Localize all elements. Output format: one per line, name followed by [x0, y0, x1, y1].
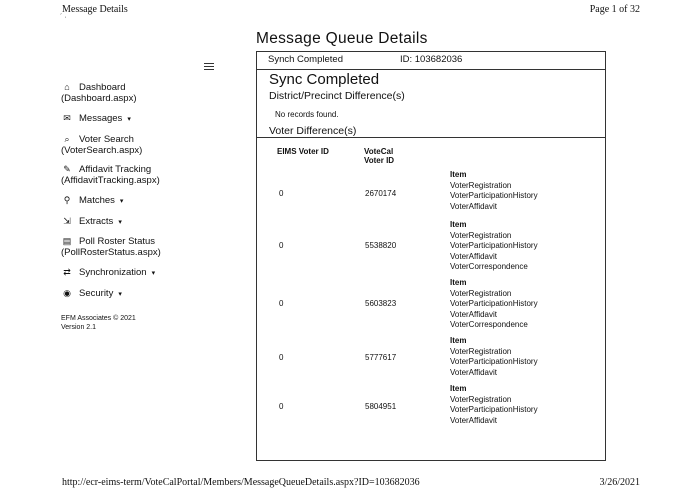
- table-row-items: [450, 278, 538, 331]
- item-entry: VoterRegistration: [450, 394, 512, 404]
- sidebar-item-matches[interactable]: [61, 195, 123, 206]
- sidebar-item-sub: (VoterSearch.aspx): [61, 145, 143, 156]
- sidebar-item-messages[interactable]: [61, 113, 131, 124]
- print-header-page: Page 1 of 32: [589, 4, 640, 15]
- pencil-icon: ✎: [63, 164, 71, 174]
- column-header-item: Item: [450, 220, 467, 229]
- column-header-item: Item: [450, 384, 467, 393]
- item-entry: VoterParticipationHistory: [450, 405, 538, 414]
- table-row-items: [450, 220, 538, 273]
- column-header-votecal-voter-id: VoteCal Voter ID: [364, 147, 395, 165]
- table-cell-eims: 0: [279, 353, 284, 362]
- panel-header: [257, 52, 605, 70]
- table-cell-votecal: 5777617: [365, 353, 397, 362]
- sidebar-item-synchronization[interactable]: [61, 267, 155, 278]
- column-header-item: Item: [450, 278, 467, 287]
- caret-down-icon: ▾: [118, 219, 122, 226]
- sidebar-item-label: Matches: [79, 195, 115, 206]
- column-header-item: Item: [450, 170, 467, 179]
- print-footer-url: http://ecr-eims-term/VoteCalPortal/Members/MessageQueueDetails.aspx?ID=103682036: [62, 477, 420, 488]
- item-entry: VoterRegistration: [450, 230, 512, 240]
- matches-icon: ⚲: [63, 195, 71, 205]
- sync-status-heading: Sync Completed: [269, 71, 380, 88]
- item-entry: VoterAffidavit: [450, 309, 497, 319]
- message-type-label: Synch Completed: [268, 54, 343, 65]
- sidebar-item-label: Messages: [79, 113, 123, 124]
- sync-icon: ⇄: [63, 267, 71, 277]
- item-entry: VoterParticipationHistory: [450, 191, 538, 200]
- item-entry: VoterAffidavit: [450, 201, 497, 211]
- sidebar-item-dashboard[interactable]: [61, 82, 137, 104]
- column-header-eims-voter-id: EIMS Voter ID: [277, 147, 329, 156]
- item-entry: VoterParticipationHistory: [450, 241, 538, 250]
- search-icon: ⌕: [64, 134, 70, 144]
- voter-differences-title: Voter Difference(s): [269, 125, 357, 137]
- item-entry: VoterRegistration: [450, 346, 512, 356]
- table-cell-eims: 0: [279, 402, 284, 411]
- sidebar-item-label: Security: [79, 288, 114, 299]
- sidebar-item-label: Voter Search: [79, 134, 134, 145]
- version-text: Version 2.1: [61, 324, 97, 331]
- table-row-items: [450, 170, 538, 212]
- sidebar-item-security[interactable]: [61, 288, 122, 299]
- extracts-icon: ⇲: [63, 216, 71, 226]
- sidebar-item-sub: (AffidavitTracking.aspx): [61, 175, 160, 186]
- sidebar-footer: [61, 314, 136, 332]
- table-cell-eims: 0: [279, 189, 284, 198]
- print-footer-date: 3/26/2021: [599, 477, 640, 488]
- sidebar-item-label: Dashboard: [79, 82, 126, 93]
- section-divider: [257, 137, 605, 138]
- page-title: Message Queue Details: [256, 30, 428, 47]
- table-cell-votecal: 5538820: [365, 241, 397, 250]
- column-header-item: Item: [450, 336, 467, 345]
- caret-down-icon: ▾: [119, 198, 124, 205]
- message-id-label: ID: 103682036: [400, 54, 463, 65]
- table-cell-eims: 0: [279, 241, 284, 250]
- table-row-items: [450, 384, 538, 426]
- sidebar-item-voter-search[interactable]: [61, 134, 142, 156]
- table-row-items: [450, 336, 538, 378]
- menu-icon[interactable]: [204, 63, 214, 70]
- table-cell-votecal: 5603823: [365, 299, 397, 308]
- item-entry: VoterAffidavit: [450, 367, 497, 377]
- sidebar-item-label: Synchronization: [79, 267, 147, 278]
- caret-down-icon: ▾: [118, 291, 122, 298]
- sidebar-item-extracts[interactable]: [61, 216, 122, 227]
- copyright-text: EFM Associates © 2021: [61, 315, 136, 322]
- message-detail-panel: [256, 51, 606, 461]
- table-cell-votecal: 5804951: [365, 402, 397, 411]
- district-differences-title: District/Precinct Difference(s): [269, 90, 405, 102]
- roster-icon: ▤: [62, 236, 72, 246]
- security-icon: ◉: [63, 288, 71, 298]
- envelope-icon: ✉: [63, 113, 71, 123]
- item-entry: VoterCorrespondence: [450, 262, 528, 271]
- no-records-text: No records found.: [275, 110, 339, 119]
- item-entry: VoterAffidavit: [450, 415, 497, 425]
- item-entry: VoterAffidavit: [450, 251, 497, 261]
- sidebar-item-label: Poll Roster Status: [79, 236, 156, 247]
- sidebar-item-label: Affidavit Tracking: [79, 164, 152, 175]
- tick-mark: ´ ·: [60, 14, 67, 21]
- sidebar-item-label: Extracts: [79, 216, 114, 227]
- caret-down-icon: ▾: [151, 270, 156, 277]
- table-cell-votecal: 2670174: [365, 189, 397, 198]
- home-icon: ⌂: [64, 82, 70, 92]
- table-cell-eims: 0: [279, 299, 284, 308]
- caret-down-icon: ▾: [127, 116, 131, 123]
- item-entry: VoterParticipationHistory: [450, 357, 538, 366]
- item-entry: VoterRegistration: [450, 180, 512, 190]
- item-entry: VoterRegistration: [450, 288, 512, 298]
- item-entry: VoterParticipationHistory: [450, 299, 538, 308]
- print-header-title: Message Details: [62, 4, 128, 15]
- item-entry: VoterCorrespondence: [450, 320, 528, 329]
- sidebar-item-poll-roster-status[interactable]: [61, 236, 161, 258]
- sidebar-item-affidavit-tracking[interactable]: [61, 164, 160, 186]
- sidebar-item-sub: (Dashboard.aspx): [61, 93, 137, 104]
- sidebar-item-sub: (PollRosterStatus.aspx): [61, 247, 161, 258]
